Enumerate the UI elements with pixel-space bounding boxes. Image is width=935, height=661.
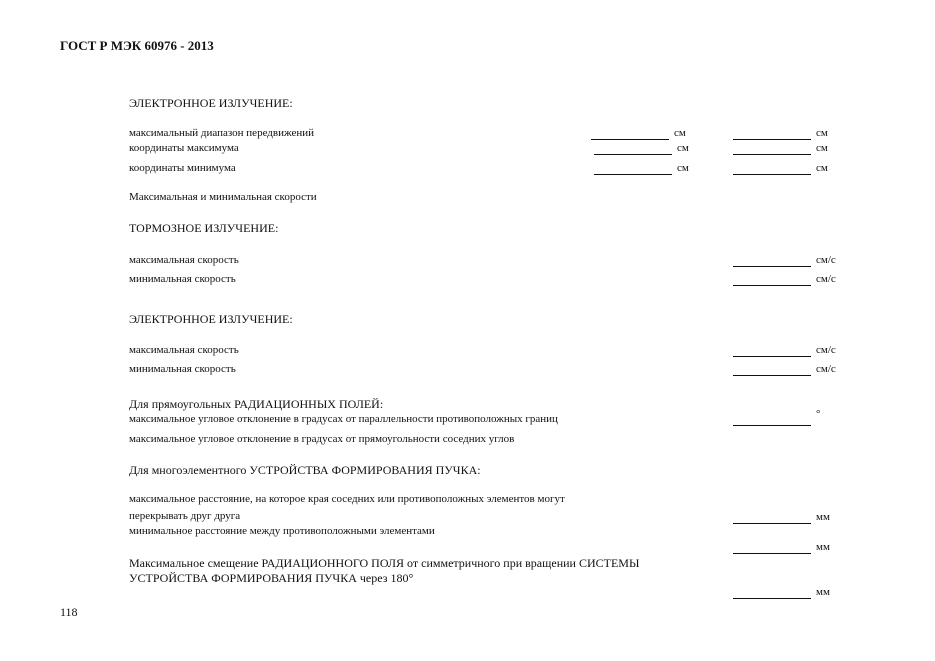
- blank-brems-min-speed[interactable]: [733, 273, 811, 291]
- unit-cm-per-s: см/с: [816, 254, 836, 266]
- blank-coord-max-2[interactable]: [733, 142, 811, 160]
- row-brems-min-speed-label: минимальная скорость: [129, 273, 236, 285]
- document-header: ГОСТ Р МЭК 60976 - 2013: [60, 38, 214, 53]
- row-el-max-speed-label: максимальная скорость: [129, 344, 239, 356]
- section-max-min-speed: Максимальная и минимальная скорости: [129, 191, 317, 203]
- row-parallel-deviation-label: максимальное угловое отклонение в градусах от параллельности противоположных границ: [129, 413, 558, 425]
- section-bremsstrahlung: ТОРМОЗНОЕ ИЗЛУЧЕНИЕ:: [129, 221, 279, 235]
- unit-mm: мм: [816, 511, 830, 523]
- section-multileaf: Для многоэлементного УСТРОЙСТВА ФОРМИРОВАНИЯ ПУЧКА:: [129, 463, 481, 477]
- unit-cm: см: [677, 142, 689, 154]
- row-coord-max-label: координаты максимума: [129, 142, 239, 154]
- row-min-distance-label: минимальное расстояние между противоположными элементами: [129, 525, 435, 537]
- section-field-shift-line1: Максимальное смещение РАДИАЦИОННОГО ПОЛЯ от симметричного при вращении СИСТЕМЫ: [129, 556, 640, 570]
- unit-cm: см: [816, 142, 828, 154]
- section-rectangular-fields: Для прямоугольных РАДИАЦИОННЫХ ПОЛЕЙ:: [129, 397, 384, 411]
- section-electron-radiation-1: ЭЛЕКТРОННОЕ ИЗЛУЧЕНИЕ:: [129, 96, 293, 110]
- unit-cm-per-s: см/с: [816, 344, 836, 356]
- blank-parallel-deviation[interactable]: [733, 413, 811, 431]
- unit-cm: см: [677, 162, 689, 174]
- unit-mm: мм: [816, 541, 830, 553]
- section-field-shift-line2: УСТРОЙСТВА ФОРМИРОВАНИЯ ПУЧКА через 180°: [129, 571, 414, 585]
- unit-degree: °: [816, 408, 821, 420]
- row-coord-min-label: координаты минимума: [129, 162, 236, 174]
- row-max-range-label: максимальный диапазон передвижений: [129, 127, 314, 139]
- blank-field-shift[interactable]: [733, 586, 811, 604]
- row-brems-max-speed-label: максимальная скорость: [129, 254, 239, 266]
- page-number: 118: [60, 605, 78, 619]
- unit-mm: мм: [816, 586, 830, 598]
- row-overlap-label-line1: максимальное расстояние, на которое края соседних или противоположных элементов могут: [129, 493, 565, 505]
- blank-coord-min-2[interactable]: [733, 162, 811, 180]
- row-overlap-label-line2: перекрывать друг друга: [129, 510, 241, 522]
- blank-overlap[interactable]: [733, 511, 811, 529]
- unit-cm: см: [816, 127, 828, 139]
- unit-cm-per-s: см/с: [816, 273, 836, 285]
- unit-cm: см: [816, 162, 828, 174]
- row-el-min-speed-label: минимальная скорость: [129, 363, 236, 375]
- blank-el-min-speed[interactable]: [733, 363, 811, 381]
- row-perp-deviation-label: максимальное угловое отклонение в градусах от прямоугольности соседних углов: [129, 433, 515, 445]
- unit-cm: см: [674, 127, 686, 139]
- section-electron-radiation-2: ЭЛЕКТРОННОЕ ИЗЛУЧЕНИЕ:: [129, 312, 293, 326]
- blank-coord-min-1[interactable]: [594, 162, 672, 180]
- unit-cm-per-s: см/с: [816, 363, 836, 375]
- blank-min-distance[interactable]: [733, 541, 811, 559]
- blank-el-max-speed[interactable]: [733, 344, 811, 362]
- blank-brems-max-speed[interactable]: [733, 254, 811, 272]
- blank-coord-max-1[interactable]: [594, 142, 672, 160]
